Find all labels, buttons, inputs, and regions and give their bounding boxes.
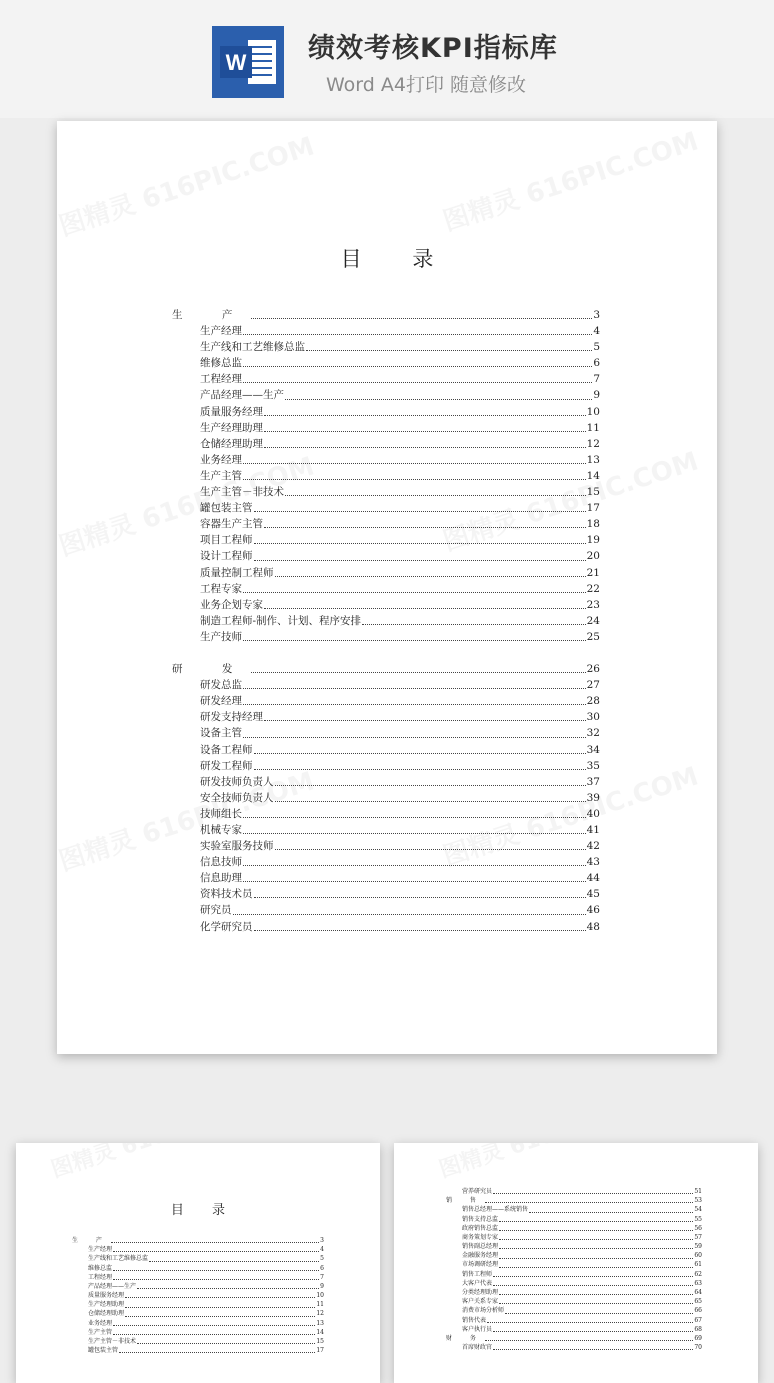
toc-entry-label: 业务经理 <box>200 453 242 466</box>
toc-entry-label: 罐包装主管 <box>88 1347 119 1355</box>
toc-entry-row <box>172 404 600 420</box>
toc-entry-label: 质量服务经理 <box>200 405 263 418</box>
toc-section-row <box>446 1334 702 1343</box>
thumbnail-page-2[interactable] <box>394 1143 758 1383</box>
toc-page-number: 4 <box>320 1246 324 1254</box>
toc-page-number: 23 <box>586 598 600 611</box>
toc-entry-label: 业务企划专家 <box>200 598 263 611</box>
toc-page-number: 7 <box>593 373 600 386</box>
toc-page-number: 26 <box>586 663 600 676</box>
toc-page-number: 3 <box>320 1236 324 1244</box>
toc-dot-leader <box>125 1307 315 1308</box>
toc-entry-label: 技师组长 <box>200 807 242 820</box>
toc-entry-label: 分类经理助理 <box>462 1289 499 1297</box>
toc-entry-label: 生产经理 <box>200 325 242 338</box>
toc-entry-label: 维修总监 <box>88 1264 113 1272</box>
toc-entry-label: 资料技术员 <box>200 888 253 901</box>
toc-page-number: 32 <box>586 727 600 740</box>
toc-page-number: 13 <box>586 453 600 466</box>
table-of-contents <box>172 307 600 935</box>
toc-title: 目 录 <box>340 247 456 271</box>
toc-entry-row <box>172 484 600 500</box>
toc-page-number: 7 <box>320 1273 324 1281</box>
toc-dot-leader <box>499 1248 693 1249</box>
toc-page-number: 56 <box>694 1224 702 1232</box>
toc-section-row <box>72 1236 324 1245</box>
toc-page-number: 67 <box>694 1316 702 1324</box>
toc-section-row <box>172 307 600 323</box>
toc-entry-label: 信息技师 <box>200 856 242 869</box>
toc-page-number: 62 <box>694 1270 702 1278</box>
toc-page-number: 53 <box>694 1197 702 1205</box>
toc-dot-leader <box>113 1251 319 1252</box>
toc-entry-row <box>172 919 600 935</box>
toc-page-number: 10 <box>316 1292 324 1300</box>
toc-entry-row <box>172 339 600 355</box>
toc-entry-row <box>172 693 600 709</box>
toc-dot-leader <box>285 495 586 496</box>
toc-entry-row <box>172 806 600 822</box>
toc-dot-leader <box>111 1242 319 1243</box>
toc-entry-label: 研发技师负责人 <box>200 775 274 788</box>
toc-dot-leader <box>493 1285 693 1286</box>
toc-page-number: 65 <box>694 1298 702 1306</box>
toc-dot-leader <box>137 1343 315 1344</box>
toc-dot-leader <box>487 1322 693 1323</box>
toc-entry-row <box>172 500 600 516</box>
thumbnail-table-of-contents <box>446 1187 702 1352</box>
toc-entry-label: 生 产 <box>72 1236 110 1244</box>
toc-entry-label: 商务策划专家 <box>462 1233 499 1241</box>
toc-entry-label: 研究员 <box>200 904 232 917</box>
toc-page-number: 9 <box>320 1282 324 1290</box>
toc-page-number: 21 <box>586 566 600 579</box>
toc-entry-label: 产品经理——生产 <box>88 1282 137 1290</box>
toc-entry-row <box>446 1270 702 1279</box>
toc-page-number: 45 <box>586 888 600 901</box>
toc-entry-row <box>72 1300 324 1309</box>
toc-page-number: 43 <box>586 856 600 869</box>
toc-entry-row <box>446 1215 702 1224</box>
toc-page-number: 17 <box>586 502 600 515</box>
toc-entry-row <box>446 1297 702 1306</box>
toc-dot-leader <box>137 1288 319 1289</box>
toc-dot-leader <box>125 1297 315 1298</box>
toc-dot-leader <box>499 1303 693 1304</box>
toc-entry-row <box>172 387 600 403</box>
header-subtitle: Word A4打印 随意修改 <box>326 74 527 96</box>
toc-entry-row <box>446 1343 702 1352</box>
toc-dot-leader <box>251 318 592 319</box>
toc-page-number: 17 <box>316 1347 324 1355</box>
toc-entry-row <box>172 886 600 902</box>
toc-dot-leader <box>113 1270 319 1271</box>
toc-page-number: 9 <box>593 389 600 402</box>
toc-entry-label: 化学研究员 <box>200 920 253 933</box>
toc-entry-row <box>172 613 600 629</box>
toc-dot-leader <box>264 720 586 721</box>
toc-dot-leader <box>264 415 586 416</box>
toc-dot-leader <box>499 1230 693 1231</box>
toc-entry-row <box>446 1288 702 1297</box>
toc-entry-row <box>446 1242 702 1251</box>
toc-entry-label: 工程经理 <box>200 373 242 386</box>
toc-entry-label: 生产经理 <box>88 1246 113 1254</box>
toc-page-number: 13 <box>316 1319 324 1327</box>
toc-dot-leader <box>243 592 586 593</box>
toc-entry-label: 生产线和工艺维修总监 <box>88 1255 149 1263</box>
toc-spacer <box>172 645 600 661</box>
toc-entry-row <box>446 1279 702 1288</box>
toc-entry-label: 大客户代表 <box>462 1279 493 1287</box>
toc-page-number: 5 <box>593 341 600 354</box>
toc-section-row <box>446 1196 702 1205</box>
toc-page-number: 12 <box>316 1310 324 1318</box>
toc-page-number: 63 <box>694 1279 702 1287</box>
toc-section-row <box>172 661 600 677</box>
toc-entry-label: 销售代表 <box>462 1316 487 1324</box>
toc-entry-row <box>446 1316 702 1325</box>
toc-entry-label: 质量服务经理 <box>88 1292 125 1300</box>
toc-entry-label: 项目工程师 <box>200 534 253 547</box>
toc-entry-label: 政府销售总监 <box>462 1224 499 1232</box>
toc-dot-leader <box>254 769 586 770</box>
toc-dot-leader <box>113 1279 319 1280</box>
thumbnail-toc-title: 目 录 <box>170 1203 238 1218</box>
toc-page-number: 22 <box>586 582 600 595</box>
toc-dot-leader <box>254 543 586 544</box>
toc-entry-row <box>172 597 600 613</box>
toc-entry-row <box>72 1291 324 1300</box>
toc-dot-leader <box>254 930 586 931</box>
toc-entry-row <box>172 838 600 854</box>
toc-dot-leader <box>529 1212 693 1213</box>
toc-entry-label: 生产主管－非技术 <box>200 486 284 499</box>
toc-dot-leader <box>243 704 586 705</box>
toc-entry-label: 设计工程师 <box>200 550 253 563</box>
toc-entry-label: 财 务 <box>446 1334 484 1342</box>
toc-page-number: 14 <box>316 1328 324 1336</box>
toc-page-number: 20 <box>586 550 600 563</box>
toc-entry-label: 市场调研经理 <box>462 1261 499 1269</box>
toc-dot-leader <box>243 479 586 480</box>
toc-dot-leader <box>113 1334 315 1335</box>
toc-page-number: 6 <box>320 1264 324 1272</box>
toc-entry-row <box>172 323 600 339</box>
toc-dot-leader <box>243 817 586 818</box>
toc-dot-leader <box>243 881 586 882</box>
header-title: 绩效考核KPI指标库 <box>308 33 558 64</box>
toc-page-number: 68 <box>694 1325 702 1333</box>
toc-entry-row <box>72 1328 324 1337</box>
toc-entry-row <box>72 1346 324 1355</box>
toc-page-number: 48 <box>586 920 600 933</box>
toc-entry-row <box>446 1325 702 1334</box>
toc-page-number: 42 <box>586 840 600 853</box>
toc-page-number: 15 <box>586 486 600 499</box>
toc-dot-leader <box>264 447 586 448</box>
toc-entry-row <box>72 1319 324 1328</box>
toc-dot-leader <box>485 1340 693 1341</box>
toc-dot-leader <box>254 511 586 512</box>
toc-entry-row <box>72 1282 324 1291</box>
thumbnail-table-of-contents <box>72 1236 324 1355</box>
toc-dot-leader <box>254 560 586 561</box>
toc-entry-row <box>446 1205 702 1214</box>
watermark <box>47 1143 271 1184</box>
toc-entry-label: 生产技师 <box>200 630 242 643</box>
toc-dot-leader <box>243 334 592 335</box>
toc-page-number: 44 <box>586 872 600 885</box>
toc-page-number: 11 <box>586 421 600 434</box>
toc-entry-row <box>172 468 600 484</box>
toc-dot-leader <box>243 382 592 383</box>
toc-page-number: 40 <box>586 807 600 820</box>
toc-page-number: 66 <box>694 1307 702 1315</box>
toc-dot-leader <box>275 576 586 577</box>
toc-dot-leader <box>254 897 586 898</box>
toc-dot-leader <box>149 1261 319 1262</box>
toc-entry-label: 实验室服务技师 <box>200 840 274 853</box>
toc-entry-row <box>172 629 600 645</box>
toc-entry-label: 研发经理 <box>200 695 242 708</box>
toc-dot-leader <box>254 753 586 754</box>
toc-dot-leader <box>275 849 586 850</box>
toc-entry-label: 销售总经理——系统销售 <box>462 1206 529 1214</box>
toc-page-number: 37 <box>586 775 600 788</box>
toc-dot-leader <box>499 1267 693 1268</box>
toc-dot-leader <box>499 1258 693 1259</box>
toc-dot-leader <box>251 672 585 673</box>
toc-page-number: 69 <box>694 1334 702 1342</box>
toc-entry-label: 客户关系专家 <box>462 1298 499 1306</box>
toc-page-number: 60 <box>694 1252 702 1260</box>
toc-entry-label: 设备主管 <box>200 727 242 740</box>
toc-entry-label: 消费市场分析师 <box>462 1307 505 1315</box>
toc-entry-row <box>172 355 600 371</box>
toc-dot-leader <box>306 350 592 351</box>
toc-entry-row <box>172 709 600 725</box>
toc-entry-row <box>72 1245 324 1254</box>
toc-dot-leader <box>499 1221 693 1222</box>
toc-entry-label: 金融服务经理 <box>462 1252 499 1260</box>
toc-entry-label: 业务经理 <box>88 1319 113 1327</box>
toc-entry-row <box>172 581 600 597</box>
toc-entry-row <box>172 870 600 886</box>
toc-entry-row <box>172 774 600 790</box>
toc-entry-row <box>172 420 600 436</box>
header-banner <box>0 0 774 118</box>
toc-dot-leader <box>233 914 586 915</box>
toc-entry-label: 销 售 <box>446 1197 484 1205</box>
toc-page-number: 57 <box>694 1233 702 1241</box>
toc-dot-leader <box>362 624 586 625</box>
toc-entry-row <box>172 758 600 774</box>
toc-entry-label: 维修总监 <box>200 357 242 370</box>
toc-page-number: 59 <box>694 1243 702 1251</box>
toc-page-number: 28 <box>586 695 600 708</box>
toc-dot-leader <box>243 463 586 464</box>
toc-dot-leader <box>125 1316 315 1317</box>
toc-page-number: 10 <box>586 405 600 418</box>
toc-entry-label: 销售支持总监 <box>462 1215 499 1223</box>
toc-page-number: 3 <box>593 309 600 321</box>
toc-entry-row <box>172 436 600 452</box>
toc-page-number: 46 <box>586 904 600 917</box>
toc-entry-row <box>446 1261 702 1270</box>
toc-entry-label: 生产主管 <box>200 469 242 482</box>
toc-dot-leader <box>493 1349 693 1350</box>
toc-entry-row <box>172 516 600 532</box>
toc-page-number: 15 <box>316 1338 324 1346</box>
toc-entry-label: 工程专家 <box>200 582 242 595</box>
toc-entry-row <box>446 1187 702 1196</box>
toc-entry-label: 生产主管 <box>88 1328 113 1336</box>
toc-page-number: 12 <box>586 437 600 450</box>
toc-dot-leader <box>485 1202 693 1203</box>
toc-page-number: 61 <box>694 1261 702 1269</box>
toc-entry-row <box>172 902 600 918</box>
toc-entry-label: 设备工程师 <box>200 743 253 756</box>
toc-entry-label: 生产主管－非技术 <box>88 1338 137 1346</box>
toc-page-number: 35 <box>586 759 600 772</box>
toc-page-number: 34 <box>586 743 600 756</box>
toc-page-number: 5 <box>320 1255 324 1263</box>
toc-page-number: 18 <box>586 518 600 531</box>
toc-entry-label: 研发总监 <box>200 679 242 692</box>
toc-entry-label: 仓储经理助理 <box>88 1310 125 1318</box>
toc-dot-leader <box>493 1276 693 1277</box>
toc-dot-leader <box>493 1331 693 1332</box>
toc-entry-row <box>72 1273 324 1282</box>
toc-page-number: 4 <box>593 325 600 338</box>
toc-entry-label: 罐包装主管 <box>200 502 253 515</box>
toc-page-number: 70 <box>694 1344 702 1352</box>
toc-page-number: 24 <box>586 614 600 627</box>
toc-dot-leader <box>243 833 586 834</box>
toc-entry-label: 容器生产主管 <box>200 518 263 531</box>
toc-entry-label: 工程经理 <box>88 1273 113 1281</box>
toc-entry-label: 客户执行员 <box>462 1325 493 1333</box>
watermark <box>435 1143 659 1184</box>
toc-entry-row <box>446 1251 702 1260</box>
toc-entry-row <box>172 565 600 581</box>
toc-entry-row <box>172 822 600 838</box>
toc-page-number: 25 <box>586 630 600 643</box>
toc-entry-label: 生 产 <box>172 309 251 321</box>
toc-page-number: 19 <box>586 534 600 547</box>
toc-page-number: 11 <box>316 1301 324 1309</box>
main-document-page <box>57 121 717 1054</box>
toc-entry-label: 销售副总经理 <box>462 1243 499 1251</box>
toc-dot-leader <box>243 366 592 367</box>
toc-dot-leader <box>264 431 586 432</box>
toc-entry-label: 首席财政官 <box>462 1344 493 1352</box>
toc-entry-label: 生产线和工艺维修总监 <box>200 341 305 354</box>
toc-entry-row <box>172 742 600 758</box>
toc-page-number: 39 <box>586 791 600 804</box>
toc-entry-row <box>172 371 600 387</box>
toc-entry-row <box>72 1337 324 1346</box>
toc-entry-row <box>172 548 600 564</box>
toc-dot-leader <box>113 1325 315 1326</box>
toc-entry-row <box>446 1224 702 1233</box>
word-document-icon <box>212 26 284 98</box>
toc-entry-label: 制造工程师-制作、计划、程序安排 <box>200 614 362 627</box>
thumbnail-page-1[interactable] <box>16 1143 380 1383</box>
toc-dot-leader <box>243 865 586 866</box>
toc-entry-row <box>172 677 600 693</box>
toc-page-number: 30 <box>586 711 600 724</box>
toc-dot-leader <box>499 1294 693 1295</box>
toc-entry-label: 信息助理 <box>200 872 242 885</box>
toc-page-number: 41 <box>586 824 600 836</box>
toc-entry-label: 机械专家 <box>200 824 242 836</box>
toc-page-number: 27 <box>586 679 600 692</box>
toc-entry-label: 生产经理助理 <box>200 421 263 434</box>
watermark <box>438 121 702 238</box>
toc-dot-leader <box>119 1352 315 1353</box>
toc-page-number: 54 <box>694 1206 702 1214</box>
toc-entry-row <box>172 854 600 870</box>
toc-entry-row <box>172 532 600 548</box>
toc-dot-leader <box>264 527 586 528</box>
toc-dot-leader <box>243 737 586 738</box>
toc-entry-row <box>446 1233 702 1242</box>
toc-dot-leader <box>264 608 586 609</box>
toc-entry-label: 安全技师负责人 <box>200 791 274 804</box>
toc-entry-row <box>72 1254 324 1263</box>
toc-entry-row <box>172 725 600 741</box>
toc-page-number: 6 <box>593 357 600 370</box>
toc-entry-label: 生产经理助理 <box>88 1301 125 1309</box>
toc-dot-leader <box>275 801 586 802</box>
toc-entry-label: 研发支持经理 <box>200 711 263 724</box>
toc-entry-row <box>172 790 600 806</box>
toc-page-number: 51 <box>694 1187 702 1195</box>
toc-dot-leader <box>505 1313 693 1314</box>
toc-dot-leader <box>243 640 586 641</box>
toc-entry-label: 质量控制工程师 <box>200 566 274 579</box>
toc-page-number: 55 <box>694 1215 702 1223</box>
toc-entry-label: 销售工程师 <box>462 1270 493 1278</box>
svg-text:W: W <box>225 50 247 75</box>
toc-entry-row <box>172 452 600 468</box>
toc-entry-row <box>72 1310 324 1319</box>
toc-dot-leader <box>285 399 592 400</box>
toc-entry-label: 营养研究员 <box>462 1187 493 1195</box>
toc-entry-label: 产品经理——生产 <box>200 389 284 402</box>
toc-dot-leader <box>499 1239 693 1240</box>
toc-dot-leader <box>493 1193 693 1194</box>
toc-dot-leader <box>243 688 586 689</box>
toc-entry-label: 研发工程师 <box>200 759 253 772</box>
toc-dot-leader <box>275 785 586 786</box>
watermark <box>57 126 318 243</box>
toc-page-number: 64 <box>694 1289 702 1297</box>
toc-entry-row <box>72 1264 324 1273</box>
toc-entry-row <box>446 1306 702 1315</box>
toc-entry-label: 仓储经理助理 <box>200 437 263 450</box>
toc-page-number: 14 <box>586 469 600 482</box>
toc-entry-label: 研 发 <box>172 663 251 676</box>
